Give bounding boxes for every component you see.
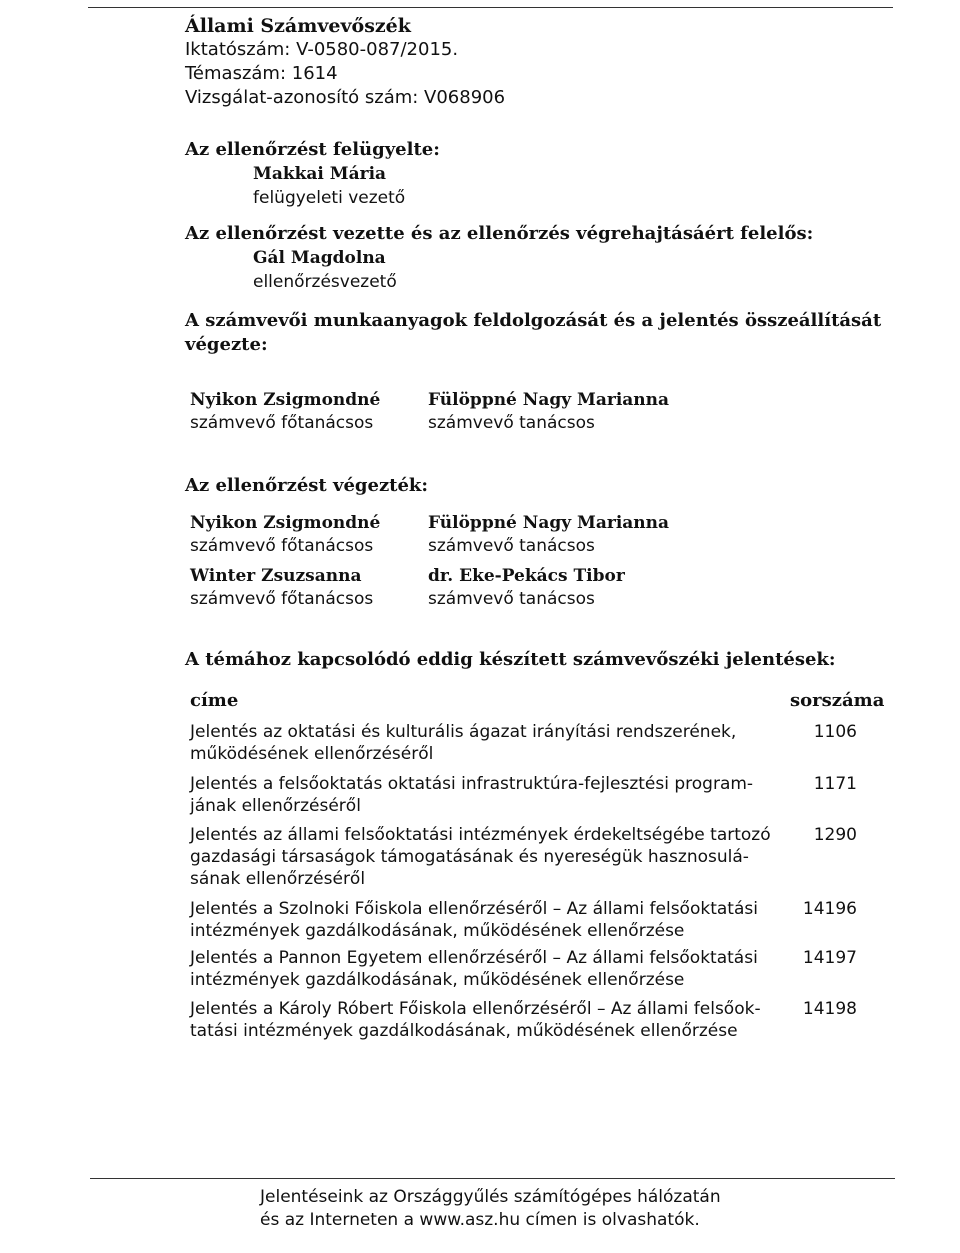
column-header-title: címe bbox=[190, 690, 239, 711]
auditor-name: Nyikon Zsigmondné bbox=[190, 513, 381, 533]
lead-name: Gál Magdolna bbox=[253, 248, 386, 268]
report-title-line: Jelentés az oktatási és kulturális ágazat irányítási rendszerének, bbox=[190, 722, 737, 742]
reports-label: A témához kapcsolódó eddig készített számvevőszéki jelentések: bbox=[185, 649, 836, 670]
supervisor-role: felügyeleti vezető bbox=[253, 188, 406, 208]
report-title-line: Jelentés a Pannon Egyetem ellenőrzéséről – Az állami felsőoktatási bbox=[190, 948, 758, 968]
organization-name: Állami Számvevőszék bbox=[185, 15, 411, 37]
top-rule bbox=[88, 7, 893, 8]
report-number: 1290 bbox=[813, 825, 857, 845]
column-header-number: sorszáma bbox=[790, 690, 885, 711]
auditor-role: számvevő főtanácsos bbox=[190, 536, 374, 556]
file-number: Iktatószám: V-0580-087/2015. bbox=[185, 39, 459, 60]
report-number: 14196 bbox=[802, 899, 857, 919]
report-title-line: intézmények gazdálkodásának, működésének ellenőrzése bbox=[190, 921, 685, 941]
report-number: 14198 bbox=[802, 999, 857, 1019]
auditor-role: számvevő tanácsos bbox=[428, 536, 595, 556]
footer-line-2: és az Interneten a www.asz.hu címen is olvashatók. bbox=[260, 1210, 700, 1230]
report-number: 1106 bbox=[813, 722, 857, 742]
auditor-role: számvevő főtanácsos bbox=[190, 589, 374, 609]
report-title-line: intézmények gazdálkodásának, működésének ellenőrzése bbox=[190, 970, 685, 990]
preparation-label-cont: végezte: bbox=[185, 334, 268, 355]
preparer-name: Fülöppné Nagy Marianna bbox=[428, 390, 670, 410]
report-title-line: Jelentés az állami felsőoktatási intézmények érdekeltségébe tartozó bbox=[190, 825, 771, 845]
preparation-label: A számvevői munkaanyagok feldolgozását és a jelentés összeállítását bbox=[185, 310, 882, 331]
auditor-name: Fülöppné Nagy Marianna bbox=[428, 513, 670, 533]
report-title-line: tatási intézmények gazdálkodásának, működésének ellenőrzése bbox=[190, 1021, 738, 1041]
footer-rule bbox=[90, 1178, 895, 1179]
footer-line-1: Jelentéseink az Országgyűlés számítógépes hálózatán bbox=[260, 1187, 721, 1207]
report-title-line: működésének ellenőrzéséről bbox=[190, 744, 434, 764]
auditor-name: Winter Zsuzsanna bbox=[190, 566, 362, 586]
auditors-label: Az ellenőrzést végezték: bbox=[185, 475, 429, 496]
report-number: 14197 bbox=[802, 948, 857, 968]
report-title-line: Jelentés a Károly Róbert Főiskola ellenőrzéséről – Az állami felsőok- bbox=[190, 999, 761, 1019]
report-title-line: sának ellenőrzéséről bbox=[190, 869, 366, 889]
supervision-label: Az ellenőrzést felügyelte: bbox=[185, 139, 440, 160]
audit-id: Vizsgálat-azonosító szám: V068906 bbox=[185, 87, 506, 108]
lead-role: ellenőrzésvezető bbox=[253, 272, 397, 292]
report-title-line: jának ellenőrzéséről bbox=[190, 796, 361, 816]
report-number: 1171 bbox=[813, 774, 857, 794]
auditor-role: számvevő tanácsos bbox=[428, 589, 595, 609]
report-title-line: Jelentés a felsőoktatás oktatási infrastruktúra-fejlesztési program- bbox=[190, 774, 754, 794]
topic-number: Témaszám: 1614 bbox=[185, 63, 338, 84]
auditor-name: dr. Eke-Pekács Tibor bbox=[428, 566, 625, 586]
preparer-role: számvevő főtanácsos bbox=[190, 413, 374, 433]
report-title-line: gazdasági társaságok támogatásának és nyereségük hasznosulá- bbox=[190, 847, 749, 867]
report-title-line: Jelentés a Szolnoki Főiskola ellenőrzéséről – Az állami felsőoktatási bbox=[190, 899, 758, 919]
lead-label: Az ellenőrzést vezette és az ellenőrzés végrehajtásáért felelős: bbox=[185, 223, 814, 244]
preparer-role: számvevő tanácsos bbox=[428, 413, 595, 433]
supervisor-name: Makkai Mária bbox=[253, 164, 387, 184]
preparer-name: Nyikon Zsigmondné bbox=[190, 390, 381, 410]
